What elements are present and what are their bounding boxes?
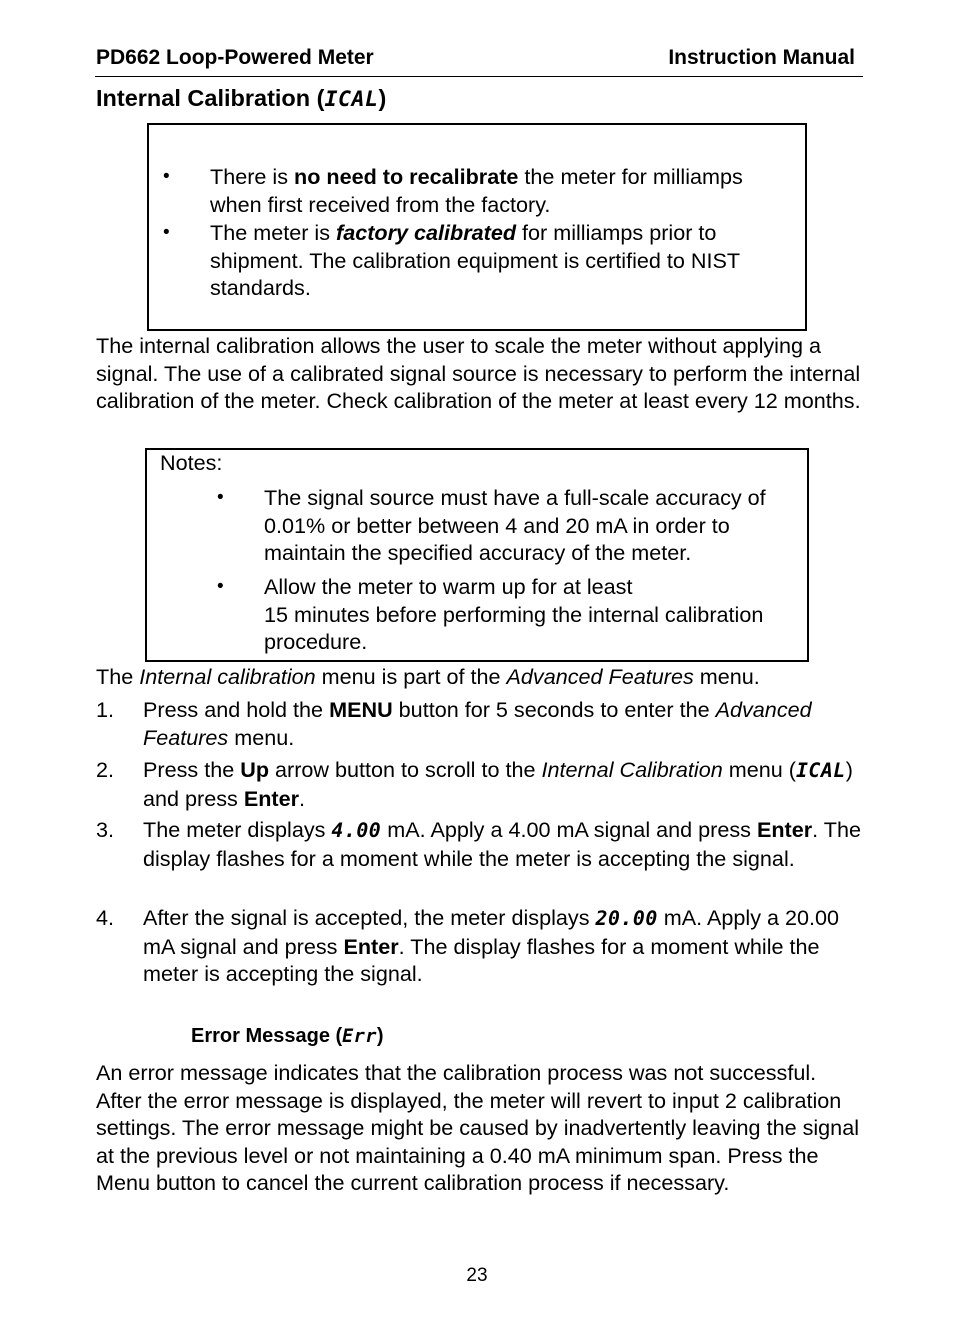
intro-paragraph: The internal calibration allows the user to scale the meter without applying a signal. The use of a calibrated signal source is necessary to perform the internal calibration of the meter. Check calibration of the meter at least every 12 months. — [96, 333, 861, 413]
note-2 — [264, 573, 799, 656]
step-text: . The display flashes for a moment while the meter is accepting the signal. — [143, 817, 861, 871]
step-text: Press the — [143, 757, 241, 782]
section-title-close: ) — [378, 85, 387, 111]
page-number: 23 — [466, 1265, 488, 1286]
running-header-title: PD662 Loop-Powered Meter — [96, 46, 374, 69]
body-text: menu is part of the — [315, 664, 507, 689]
menu-name: Advanced Features — [143, 697, 812, 750]
body-text: The — [96, 664, 140, 689]
header-divider — [95, 76, 863, 77]
button-name: Enter — [343, 933, 399, 959]
body-text: menu. — [693, 664, 760, 689]
lcd-code-ical: ICAL — [324, 87, 379, 112]
menu-name: Internal calibration — [139, 664, 316, 689]
callout-text: the meter for milliamps when first received from the factory. — [210, 164, 743, 217]
menu-context-line — [96, 663, 866, 691]
step-number: 4. — [96, 905, 115, 930]
menu-name: Internal Calibration — [541, 757, 723, 782]
step-number: 3. — [96, 817, 115, 842]
step-text: . The display flashes for a moment while the meter is accepting the signal. — [143, 933, 820, 986]
callout-emphasis: no need to recalibrate — [294, 164, 519, 189]
step-text: mA. Apply a 4.00 mA signal and press — [381, 817, 757, 842]
section-title — [96, 85, 386, 112]
step-text: button for 5 seconds to enter the — [392, 697, 716, 722]
button-name: MENU — [329, 697, 393, 722]
step-text: After the signal is accepted, the meter displays — [143, 905, 596, 930]
callout-text: for milliamps prior to shipment. The calibration equipment is certified to NIST standards. — [210, 220, 740, 300]
step-text: menu. — [228, 724, 295, 750]
step-text: mA. Apply a 20.00 mA signal and press — [143, 905, 840, 959]
button-name: Up — [240, 757, 270, 782]
callout-text: The meter is — [210, 220, 336, 245]
section-title-text: Internal Calibration ( — [96, 85, 325, 111]
step-1 — [143, 696, 863, 751]
step-number: 2. — [96, 757, 115, 782]
button-name: Enter — [756, 817, 813, 842]
lcd-code-err: Err — [342, 1026, 377, 1047]
step-text: arrow button to scroll to the — [269, 757, 542, 782]
step-number: 1. — [96, 697, 115, 722]
note-1: The signal source must have a full-scale accuracy of 0.01% or better between 4 and 20 mA in order to maintain the specified accuracy of the meter. — [264, 485, 766, 565]
bullet-glyph: • — [217, 487, 224, 508]
step-4 — [143, 904, 863, 988]
heading-text: ) — [376, 1025, 384, 1047]
bullet-glyph: • — [217, 576, 224, 597]
callout-text: There is — [210, 164, 295, 189]
step-text: Press and hold the — [143, 697, 330, 722]
step-2 — [143, 756, 863, 812]
lcd-display-value: 4.00 — [331, 819, 382, 842]
heading-text: Error Message ( — [191, 1025, 343, 1047]
lcd-code-ical: ICAL — [795, 759, 846, 782]
button-name: Enter — [243, 785, 300, 811]
step-text: ) and press — [143, 757, 853, 811]
bullet-glyph: • — [163, 166, 170, 187]
step-text: menu ( — [722, 757, 796, 782]
lcd-display-value: 20.00 — [595, 907, 658, 930]
callout-bullet-1 — [210, 163, 790, 218]
step-3 — [143, 816, 863, 872]
bullet-glyph: • — [163, 222, 170, 243]
callout-emphasis: factory calibrated — [336, 220, 517, 245]
note-2-line-2: 15 minutes before performing the internal calibration procedure. — [264, 601, 764, 654]
callout-bullet-2 — [210, 219, 790, 302]
step-text: The meter displays — [143, 817, 332, 842]
notes-label: Notes: — [160, 450, 223, 475]
step-text: . — [299, 785, 306, 811]
running-header-doc-type: Instruction Manual — [668, 46, 855, 69]
error-message-paragraph: An error message indicates that the calibration process was not successful. After the error message is displayed, the meter will revert to input 2 calibration settings. The error message might be caused by inadvertently leaving the signal at the previous level or not maintaining a 0.40 mA minimum span. Press the Menu button to cancel the current calibration process if necessary. — [96, 1060, 860, 1195]
menu-name: Advanced Features — [506, 664, 694, 689]
error-message-heading — [191, 1025, 384, 1048]
note-2-line-1: Allow the meter to warm up for at least — [264, 574, 633, 599]
